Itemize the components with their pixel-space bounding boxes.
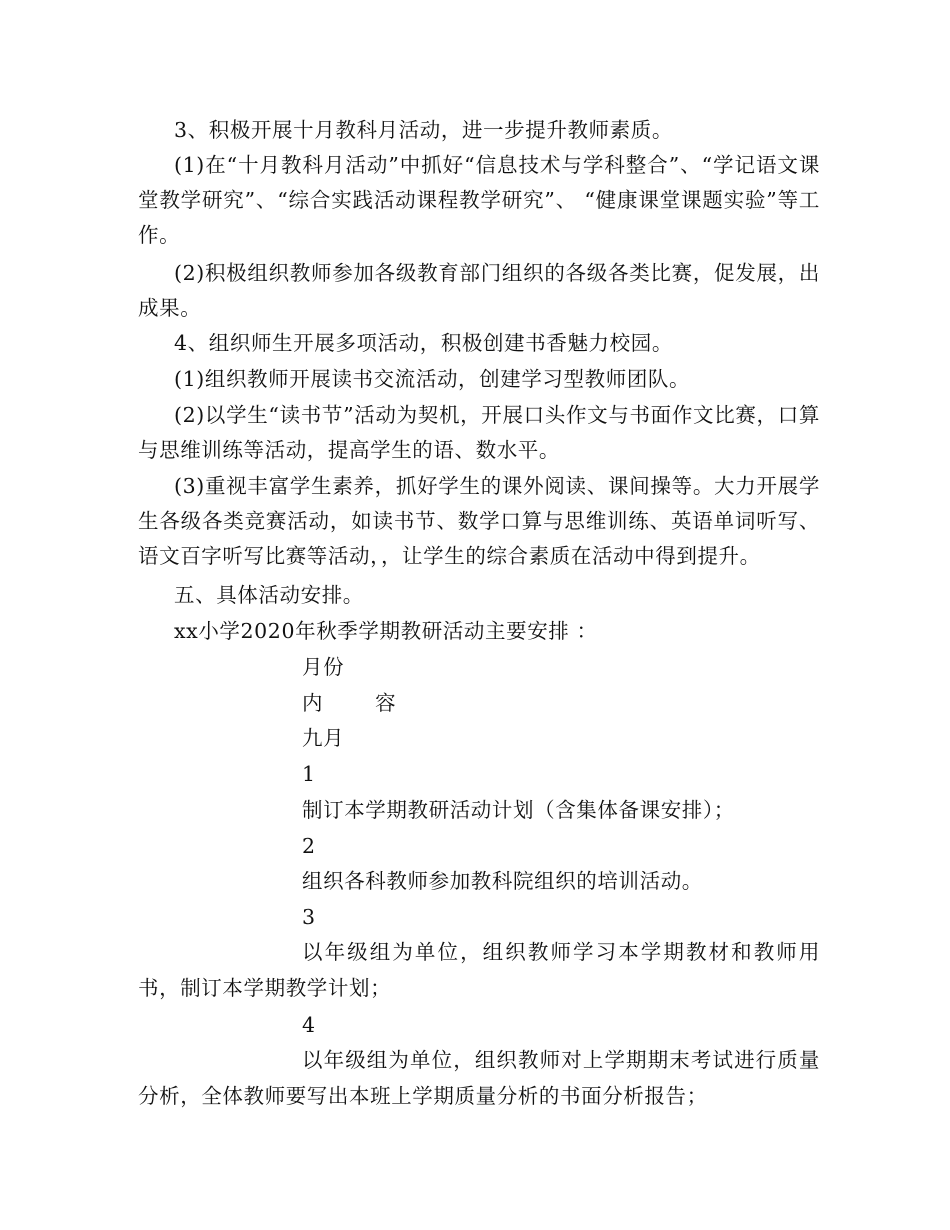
table-month-cell: 九月	[302, 726, 345, 750]
paragraph-item-3: 3、积极开展十月教科月活动，进一步提升教师素质。	[174, 118, 673, 142]
table-item-text: 制订本学期教研活动计划（含集体备课安排）；	[302, 798, 735, 822]
table-item-text: 以年级组为单位，组织教师对上学期期末考试进行质量分析，全体教师要写出本班上学期质量分析的书面分析报告；	[138, 1048, 820, 1108]
paragraph-item-4-1: (1)组织教师开展读书交流活动，创建学习型教师团队。	[174, 367, 691, 391]
paragraph-item-4-3: (3)重视丰富学生素养，抓好学生的课外阅读、课间操等。大力开展学生各级各类竞赛活动，如读书节、数学口算与思维训练、英语单词听写、语文百字听写比赛等活动，，让学生的综合素质在活动中得到提升。	[138, 474, 820, 568]
paragraph-item-4: 4、组织师生开展多项活动，积极创建书香魅力校园。	[174, 331, 673, 355]
table-item-number: 3	[302, 905, 316, 929]
table-item-number: 1	[302, 762, 316, 786]
section-heading-5: 五、具体活动安排。	[174, 583, 364, 607]
paragraph-item-4-2: (2)以学生“读书节”活动为契机，开展口头作文与书面作文比赛，口算与思维训练等活动，提高学生的语、数水平。	[138, 403, 820, 462]
table-item-number: 2	[302, 834, 316, 858]
table-header-content-part-b: 容	[375, 691, 397, 715]
table-item-text: 组织各科教师参加教科院组织的培训活动。	[302, 869, 703, 893]
table-item-text: 以年级组为单位，组织教师学习本学期教材和教师用书，制订本学期教学计划；	[138, 940, 820, 1000]
schedule-title: xx小学2020年秋季学期教研活动主要安排 ：	[174, 619, 598, 643]
table-header-content-part-a: 内	[302, 691, 324, 715]
table-header-content	[302, 686, 820, 721]
table-item-number: 4	[302, 1013, 316, 1037]
paragraph-item-3-2: (2)积极组织教师参加各级教育部门组织的各级各类比赛，促发展，出成果。	[138, 261, 820, 320]
table-header-month: 月份	[302, 655, 345, 679]
paragraph-item-3-1: (1)在“十月教科月活动”中抓好“信息技术与学科整合”、“学记语文课堂教学研究”、“综合实践活动课程教学研究”、 “健康课堂课题实验”等工作。	[138, 153, 820, 247]
